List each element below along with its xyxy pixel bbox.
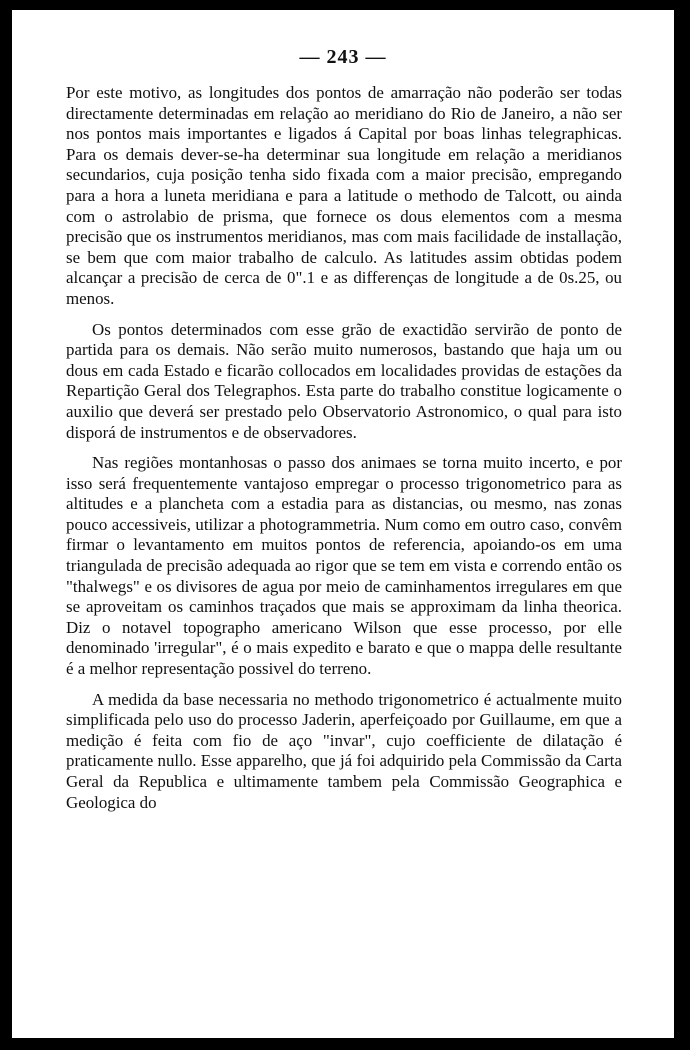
body-text: [66, 83, 622, 813]
paragraph: Os pontos determinados com esse grão de exactidão servirão de ponto de partida para os demais. Não serão muito numerosos, bastando que haja um ou dous em cada Estado e ficarão collocados em localidades providas de estações da Repartição Geral dos Telegraphos. Esta parte do trabalho constitue logicamente o auxilio que deverá ser prestado pelo Observatorio Astronomico, o qual para isto disporá de instrumentos e de observadores.: [66, 319, 622, 442]
paragraph: Por este motivo, as longitudes dos pontos de amarração não poderão ser todas directamente determinadas em relação ao meridiano do Rio de Janeiro, a não ser nos pontos mais importantes e ligados á Capital por boas linhas telegraphicas. Para os demais dever-se-ha determinar sua longitude em relação a meridianos secundarios, cuja posição tenha sido fixada com a maior precisão, empregando para a hora a luneta meridiana e para a latitude o methodo de Talcott, ou ainda com o astrolabio de prisma, que fornece os dous elementos com a mesma precisão que os instrumentos meridianos, mas com mais facilidade de installação, se bem que com maior trabalho de calculo. As latitudes assim obtidas podem alcançar a precisão de cerca de 0".1 e as differenças de longitude a de 0s.25, ou menos.: [66, 83, 622, 308]
paragraph: A medida da base necessaria no methodo trigonometrico é actualmente muito simplificada pelo uso do processo Jaderin, aperfeiçoado por Guillaume, em que a medição é feita com fio de aço "invar", cujo coefficiente de dilatação é praticamente nullo. Esse apparelho, que já foi adquirido pela Commissão da Carta Geral da Republica e ultimamente tambem pela Commissão Geographica e Geologica do: [66, 689, 622, 812]
paragraph: Nas regiões montanhosas o passo dos animaes se torna muito incerto, e por isso será frequentemente vantajoso empregar o processo trigonometrico para as altitudes e a plancheta com a estadia para as distancias, ou mesmo, nas zonas pouco accessiveis, utilizar a photogrammetria. Num como em outro caso, convêm firmar o levantamento em muitos pontos de referencia, apoiando-os em uma triangulada de precisão adequada ao rigor que se tem em vista e correndo então os "thalwegs" e os divisores de agua por meio de caminhamentos irregulares em que se aproveitam os caminhos traçados que mais se approximam da linha theorica. Diz o notavel topographo americano Wilson que esse processo, por elle denominado 'irregular", é o mais expedito e barato e que o mappa delle resultante é a melhor representação possivel do terreno.: [66, 453, 622, 679]
page-number: — 243 —: [299, 46, 387, 68]
document-page: [12, 10, 674, 1038]
